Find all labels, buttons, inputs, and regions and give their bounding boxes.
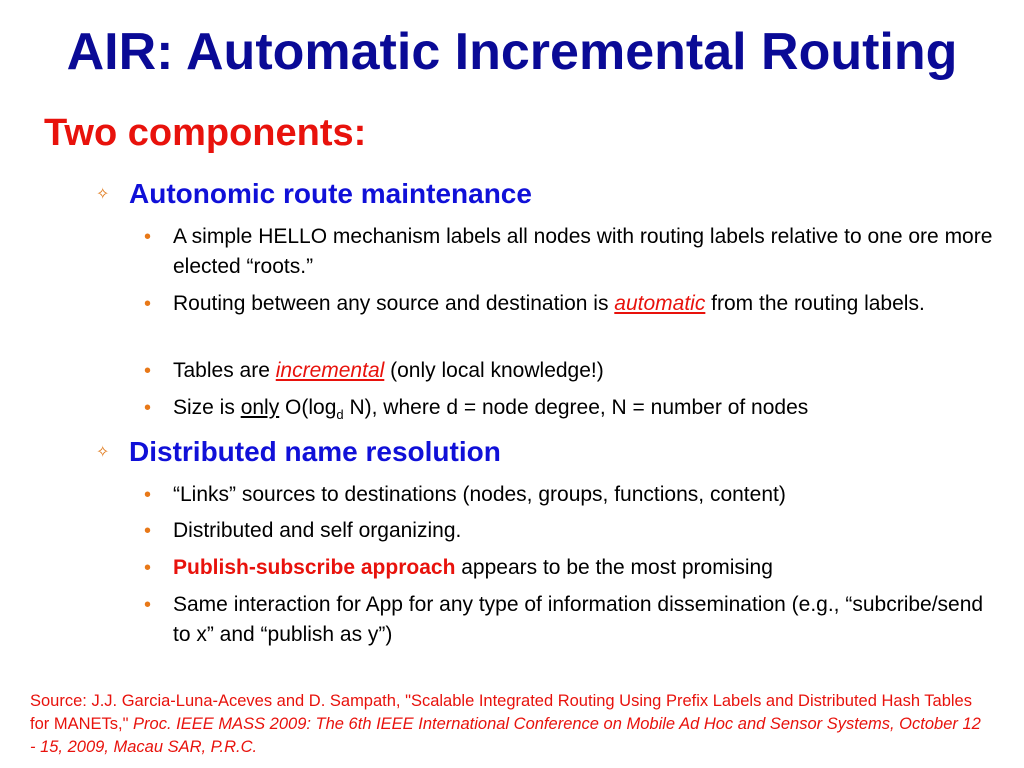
dot-icon: • [144, 226, 152, 248]
bullet-text: Distributed and self organizing. [173, 519, 462, 542]
diamond-star-icon: ✧ [96, 443, 110, 461]
bullet-text-pre: Tables are [173, 359, 276, 382]
dot-icon: • [144, 397, 152, 419]
emphasis-publish-subscribe: Publish-subscribe approach [173, 556, 456, 579]
list-item [144, 480, 1004, 510]
list-item [144, 590, 1004, 650]
bullet-text-pre: Routing between any source and destination is [173, 292, 615, 315]
bullet-text-pre: Size is [173, 396, 241, 419]
list-item [144, 356, 1004, 386]
dot-icon: • [144, 484, 152, 506]
dot-icon: • [144, 360, 152, 382]
citation-italic: Proc. IEEE MASS 2009: The 6th IEEE International Conference on Mobile Ad Hoc and Sensor Systems, October 12 - 15, 2009, Macau SAR, P.R.C. [30, 715, 981, 756]
bullet-text [173, 289, 1004, 319]
dot-icon: • [144, 520, 152, 542]
citation-plain: Source: J.J. Garcia-Luna-Aceves and D. Sampath, "Scalable Integrated Routing Using Prefix Labels and Distributed Hash Tables for MANETs," [30, 692, 972, 733]
source-citation [30, 690, 990, 759]
slide-title: AIR: Automatic Incremental Routing [66, 23, 958, 81]
bullet-text: “Links” sources to destinations (nodes, groups, functions, content) [173, 483, 786, 506]
list-item [144, 289, 1004, 319]
list-item [144, 553, 1004, 583]
bullet-text-post: appears to be the most promising [455, 556, 773, 579]
bullet-text-post: from the routing labels. [705, 292, 925, 315]
emphasis-incremental: incremental [275, 359, 385, 382]
emphasis-only: only [240, 396, 280, 419]
section-heading-text: Autonomic route maintenance [129, 178, 532, 209]
dot-icon: • [144, 293, 152, 315]
list-item [144, 222, 1004, 282]
slide-subtitle: Two components: [44, 112, 367, 154]
bullet-text: Same interaction for App for any type of information dissemination (e.g., “subcribe/send to x” and “publish as y”) [173, 593, 984, 646]
section-heading-route-maintenance [96, 178, 532, 210]
bullet-text-post: (only local knowledge!) [384, 359, 604, 382]
section-heading-name-resolution [96, 436, 501, 468]
emphasis-automatic: automatic [614, 292, 706, 315]
list-item [144, 393, 1004, 430]
subscript-d: d [336, 407, 344, 423]
bullet-text [173, 553, 1004, 583]
dot-icon: • [144, 594, 152, 616]
bullet-text-post: N), where d = node degree, N = number of nodes [343, 396, 809, 419]
diamond-star-icon: ✧ [96, 185, 110, 203]
section-heading-text: Distributed name resolution [129, 436, 501, 467]
bullet-text-mid: O(log [279, 396, 337, 419]
bullet-text: A simple HELLO mechanism labels all nodes with routing labels relative to one ore more elected “roots.” [173, 225, 993, 278]
bullet-text [173, 393, 1004, 430]
list-item [144, 516, 1004, 546]
dot-icon: • [144, 557, 152, 579]
bullet-text [173, 356, 1004, 386]
